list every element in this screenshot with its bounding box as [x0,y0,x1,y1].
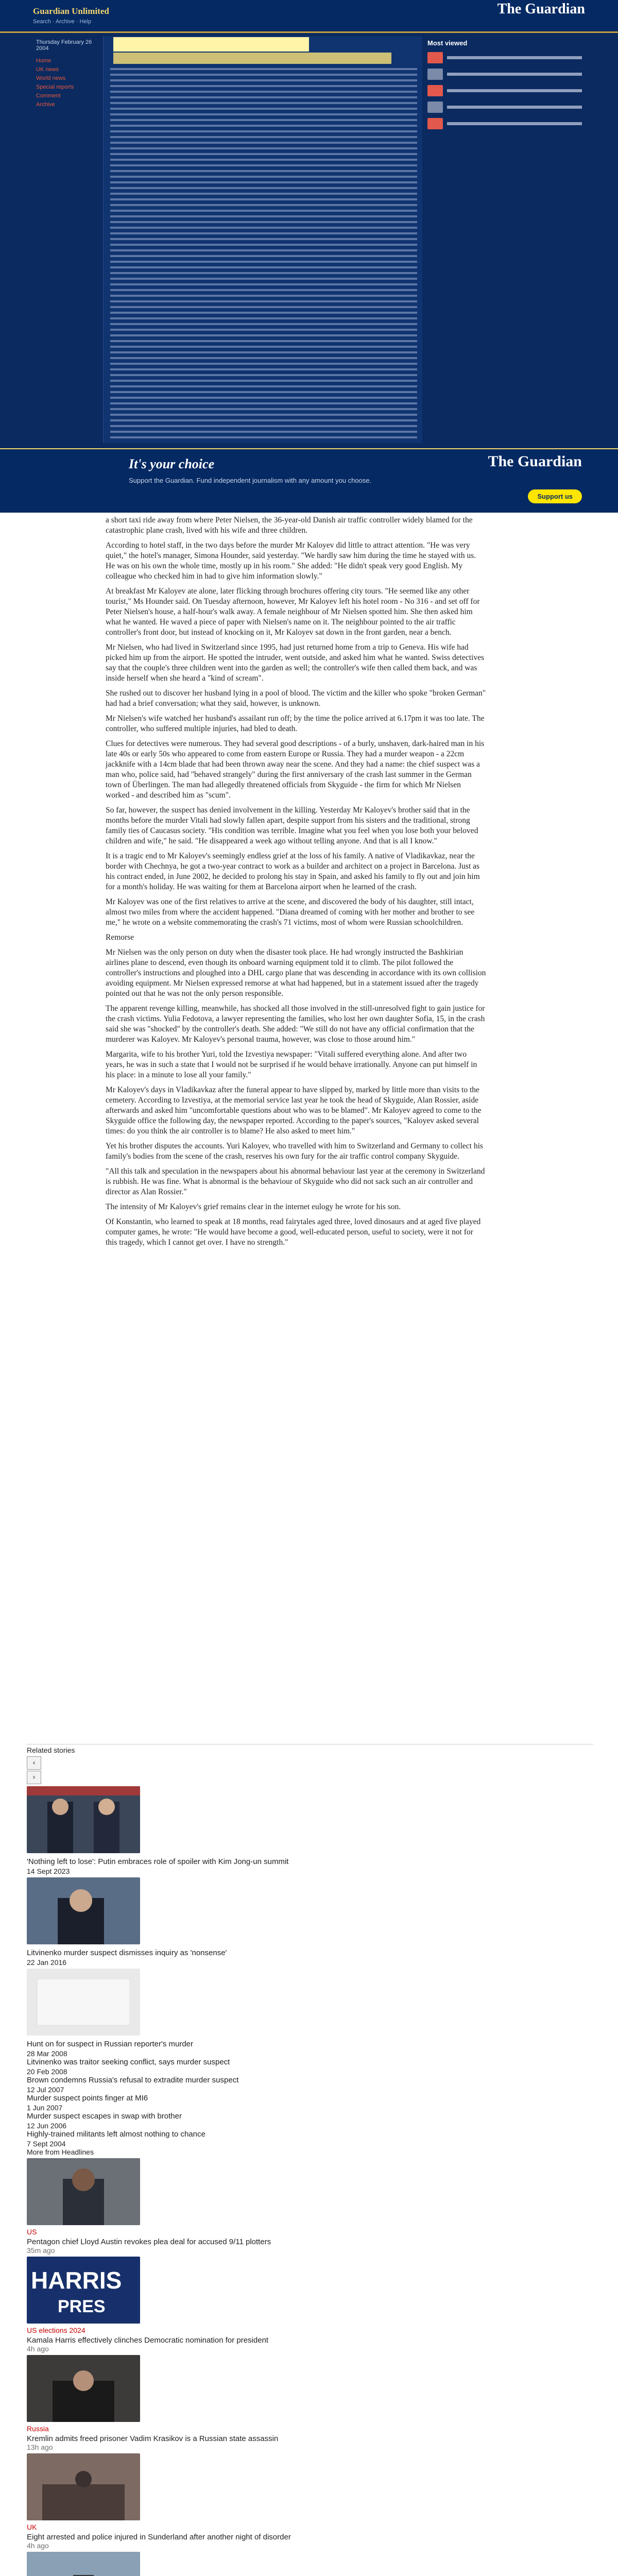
headline-title[interactable]: Pentagon chief Lloyd Austin revokes plea deal for accused 9/11 plotters [27,2238,271,2246]
rail-text-line [447,106,582,109]
carousel-next-button[interactable] [27,1771,41,1784]
headline-card[interactable] [27,2453,593,2550]
archive-nav-item[interactable]: World news [36,75,66,81]
related-card[interactable] [27,1786,593,1875]
archive-logo[interactable]: The Guardian [497,1,585,17]
archive-right-rail [427,39,582,133]
article-subheading: Remorse [106,933,134,942]
rail-item[interactable] [427,84,582,97]
related-date: 28 Mar 2008 [27,2049,67,2058]
article-paragraph: "All this talk and speculation in the newspapers about his abnormal behaviour last year at the ceremony in Switzerland is rubbish. He was fine. What is abnormal is the behaviour of Skyguide who did not sack such an air controller and director as Alan Rossier." [106,1167,485,1196]
headline-title[interactable]: Kremlin admits freed prisoner Vadim Krasikov is a Russian state assassin [27,2434,279,2443]
article-paragraph: Yet his brother disputes the accounts. Yuri Kaloyev, who travelled with him to Switzerland and Germany to collect his family's bodies from the scene of the crash, reserves his own fury for the air traffic control company Skyguide. [106,1142,483,1161]
related-title[interactable]: Murder suspect escapes in swap with brother [27,2112,182,2121]
headline-thumbnail [27,2453,140,2520]
archive-nav-item[interactable]: Special reports [36,84,74,90]
banner-text: Support the Guardian. Fund independent journalism with any amount you choose. [129,477,372,484]
article-paragraph: Margarita, wife to his brother Yuri, told the Izvestiya newspaper: "Vitali suffered everything alone. And after two years, he was in such a state that I would not be surprised if he would behave irrationally. Anyone can put himself in his place: in a minute to lose all your family." [106,1050,477,1079]
rail-item[interactable] [427,117,582,130]
headline-card[interactable] [27,2355,593,2451]
related-heading: Related stories [27,1744,593,1754]
more-from-headlines-label: More from Headlines [27,2148,94,2156]
related-title[interactable]: 'Nothing left to lose': Putin embraces role of spoiler with Kim Jong-un summit [27,1857,289,1866]
archive-article-text-lines [110,68,417,439]
headline-thumbnail [27,2355,140,2422]
related-date: 7 Sept 2004 [27,2140,66,2148]
archive-masthead [0,0,618,33]
related-title[interactable]: Murder suspect points finger at MI6 [27,2094,148,2103]
rail-item[interactable] [427,100,582,114]
headline-time: 4h ago [27,2541,49,2550]
headline-title[interactable]: Eight arrested and police injured in Sunderland after another night of disorder [27,2533,291,2541]
rail-text-line [447,56,582,59]
headline-kicker: US [27,2228,37,2236]
article-paragraph: It is a tragic end to Mr Kaloyev's seemingly endless grief at the loss of his family. A native of Vladikavkaz, near the border with Chechnya, he got a two-year contract to work as a builder and architect on a project in Barcelona. Just as his contract ended, in June 2002, he decided to prolong his stay in Spain, and asked his family to fly out and join him for a month's holiday. He was waiting for them at Barcelona airport when he learned of the crash. [106,852,480,891]
related-date: 22 Jan 2016 [27,1958,67,1967]
related-card[interactable] [27,1877,593,1967]
article-paragraph: Mr Kaloyev's days in Vladikavkaz after the funeral appear to have slipped by, marked by little more than visits to the cemetery. According to Izvestiya, at the memorial service last year he took the head of Skyguide, Alan Rossier, aside afterwards and asked him "uncomfortable questions about who was to be blamed". Mr Kaloyev agreed to come to the Skyguide office the following day, the newspaper reported. According to the paper's sources, "Kaloyev asked several times: do you think the air controller is to blame? He also asked to meet him." [106,1086,482,1136]
article-paragraph: She rushed out to discover her husband lying in a pool of blood. The victim and the killer who spoke "broken German" had had a brief conversation; what they said, however, is unknown. [106,689,486,708]
rail-item[interactable] [427,67,582,81]
archive-standfirst-highlight [113,53,391,64]
archive-page-scan [0,0,618,448]
archive-date: Thursday February 26 2004 [36,39,92,52]
related-title[interactable]: Litvinenko murder suspect dismisses inquiry as 'nonsense' [27,1948,227,1957]
related-card[interactable] [27,1969,593,2058]
related-date: 12 Jul 2007 [27,2086,64,2094]
chevron-left-icon: ‹ [32,1759,36,1767]
related-date: 20 Feb 2008 [27,2067,67,2076]
article-paragraph: a short taxi ride away from where Peter Nielsen, the 36-year-old Danish air traffic controller widely blamed for the catastrophic plane crash, lived with his wife and three children. [106,516,473,535]
archive-headline-highlight [113,37,309,52]
headline-title[interactable]: Kamala Harris effectively clinches Democratic nomination for president [27,2336,269,2345]
related-thumbnail [27,1969,140,2036]
related-title[interactable]: Highly-trained militants left almost nothing to chance [27,2130,205,2139]
article-paragraph: The apparent revenge killing, meanwhile, has shocked all those involved in the still-unresolved fight to gain justice for the crash victims. Yulia Fedotova, a lawyer representing the families, who lost her own daughter Sofia, 15, in the crash said she was "shocked" by the controller's death. She added: "We still do not have any official confirmation that the murderer was Kaloyev. Mr Kaloyev's personal trauma, however, was close to those around him." [106,1004,485,1044]
headline-time: 4h ago [27,2345,49,2353]
archive-nav-item[interactable]: Home [36,58,52,64]
article-paragraph: Clues for detectives were numerous. They had several good descriptions - of a burly, unshaven, dark-haired man in his late 40s or early 50s who appeared to come from eastern Europe or Russia. They had a murder weapon - a 22cm jackknife with a 14cm blade that had been thrown away near the scene. And they had a name: the chief suspect was a man who, police said, had "behaved strangely" during the first anniversary of the crash last summer in the German town of Überlingen. The man had allegedly threatened officials from Skyguide - the firm for which Mr Nielsen worked - and described him as "scum". [106,739,485,800]
headline-card[interactable] [27,2552,593,2576]
headline-time: 13h ago [27,2443,53,2451]
headline-thumbnail [27,2158,140,2225]
related-thumbnail [27,1786,140,1853]
article-paragraph: The intensity of Mr Kaloyev's grief remains clear in the internet eulogy he wrote for his son. [106,1202,401,1211]
chevron-right-icon: › [32,1773,36,1782]
article-paragraph: So far, however, the suspect has denied involvement in the killing. Yesterday Mr Kaloyev's brother said that in the months before the murder Vitali had slowly fallen apart, despite support from his sisters and the traditional, strong family ties of Caucasus society. "His condition was terrible. Imagine what you feel when you lose both your beloved children and wife," he said. "He disappeared a week ago without telling anyone. And that is all I know." [106,806,478,845]
article-paragraph: Of Konstantin, who learned to speak at 18 months, read fairytales aged three, loved dinosaurs and at aged five played computer games, he wrote: "He would have become a good, well-educated person, useful to society, were it not for this tragedy, which I cannot get over. I have no strength." [106,1217,481,1247]
related-title[interactable]: Litvinenko was traitor seeking conflict, says murder suspect [27,2058,230,2066]
article-paragraph: At breakfast Mr Kaloyev ate alone, later flicking through brochures offering city tours. "He seemed like any other tourist," Ms Hounder said. On Tuesday afternoon, however, Mr Kaloyev left his hotel room - No 316 - and set off for Peter Nielsen's house, a half-hour's walk away. A female neighbour of Mr Nielsen spotted him. She then asked him what he wanted. He waved a piece of paper with Nielsen's name on it. The neighbour pointed to the air traffic controller's front door, but instead of knocking on it, Mr Kaloyev sat down in the front garden, near a bench. [106,587,480,637]
rail-text-line [447,89,582,92]
article-paragraph: Mr Nielsen was the only person on duty when the disaster took place. He had wrongly instructed the Bashkirian airlines plane to descend, even though its onboard warning equipment told it to climb. The pilot followed the controller's instructions and ploughed into a DHL cargo plane that was descending in accordance with its own collision avoiding equipment. Mr Nielsen expressed remorse at what had happened, but in a statement issued after the tragedy pointed out that he was not the only person responsible. [106,948,486,998]
related-date: 12 Jun 2006 [27,2122,67,2130]
related-date: 14 Sept 2023 [27,1867,70,1875]
headline-card[interactable] [27,2257,593,2353]
svg-text:HARRIS: HARRIS [31,2267,122,2294]
support-button[interactable]: Support us [528,489,582,503]
headline-kicker: US elections 2024 [27,2326,85,2334]
related-title[interactable]: Brown condemns Russia's refusal to extradite murder suspect [27,2076,239,2084]
related-thumbnail [27,1877,140,1944]
headline-kicker: UK [27,2523,37,2531]
headline-card[interactable] [27,2158,593,2255]
related-title[interactable]: Hunt on for suspect in Russian reporter's murder [27,2040,194,2048]
banner-title: It's your choice [129,456,215,471]
headline-thumbnail [27,2552,140,2576]
rail-text-line [447,122,582,125]
article-paragraph: Mr Kaloyev was one of the first relatives to arrive at the scene, and discovered the body of his daughter, still intact, almost two miles from where the accident happened. "Diana dreamed of coming with her mother and brother to see me," he wrote on a website commemorating the crash's 71 victims, most of whom were Russian schoolchildren. [106,897,475,927]
archive-side-nav [36,39,98,110]
article-paragraph: Mr Nielsen's wife watched her husband's assailant run off; by the time the police arrived at 6.17pm it was too late. The controller, who suffered multiple injuries, had bled to death. [106,714,485,733]
archive-masthead-links[interactable]: Search · Archive · Help [33,19,92,25]
headline-kicker: Russia [27,2425,49,2433]
article-paragraph: According to hotel staff, in the two days before the murder Mr Kaloyev did little to attract attention. "He was very quiet," the hotel's manager, Simona Hounder, said yesterday. "We hardly saw him during the time he stayed with us. He was on his own the whole time, mostly up in his room." She added: "He didn't speak very good English. My colleague who checked him in had to give him information slowly." [106,541,476,581]
banner-logo: The Guardian [488,453,582,470]
headline-thumbnail [27,2257,140,2324]
archive-masthead-title[interactable]: Guardian Unlimited [33,6,109,16]
related-date: 1 Jun 2007 [27,2104,63,2112]
svg-text:PRES: PRES [58,2297,106,2316]
rail-thumbnail [427,52,443,63]
rail-thumbnail [427,101,443,113]
related-stories [27,1744,593,2576]
archive-rail-title: Most viewed [427,39,468,47]
archive-nav-item[interactable]: UK news [36,66,59,73]
rail-thumbnail [427,118,443,129]
archive-nav-item[interactable]: Archive [36,101,55,108]
rail-thumbnail [427,85,443,96]
headline-time: 35m ago [27,2246,55,2255]
article-paragraph: Mr Nielsen, who had lived in Switzerland since 1995, had just returned home from a trip to Geneva. His wife had picked him up from the airport. He spotted the intruder, went outside, and asked him what he wanted. Swiss detectives say that the couple's three children went into the garden as well; the controller's wife then called them back, and was inside herself when she heard a "kind of scream". [106,643,485,683]
carousel-prev-button[interactable] [27,1756,41,1770]
archive-nav-item[interactable]: Comment [36,93,61,99]
article-body [106,515,487,1252]
rail-text-line [447,73,582,76]
rail-item[interactable] [427,51,582,64]
rail-thumbnail [427,69,443,80]
support-banner [0,448,618,513]
